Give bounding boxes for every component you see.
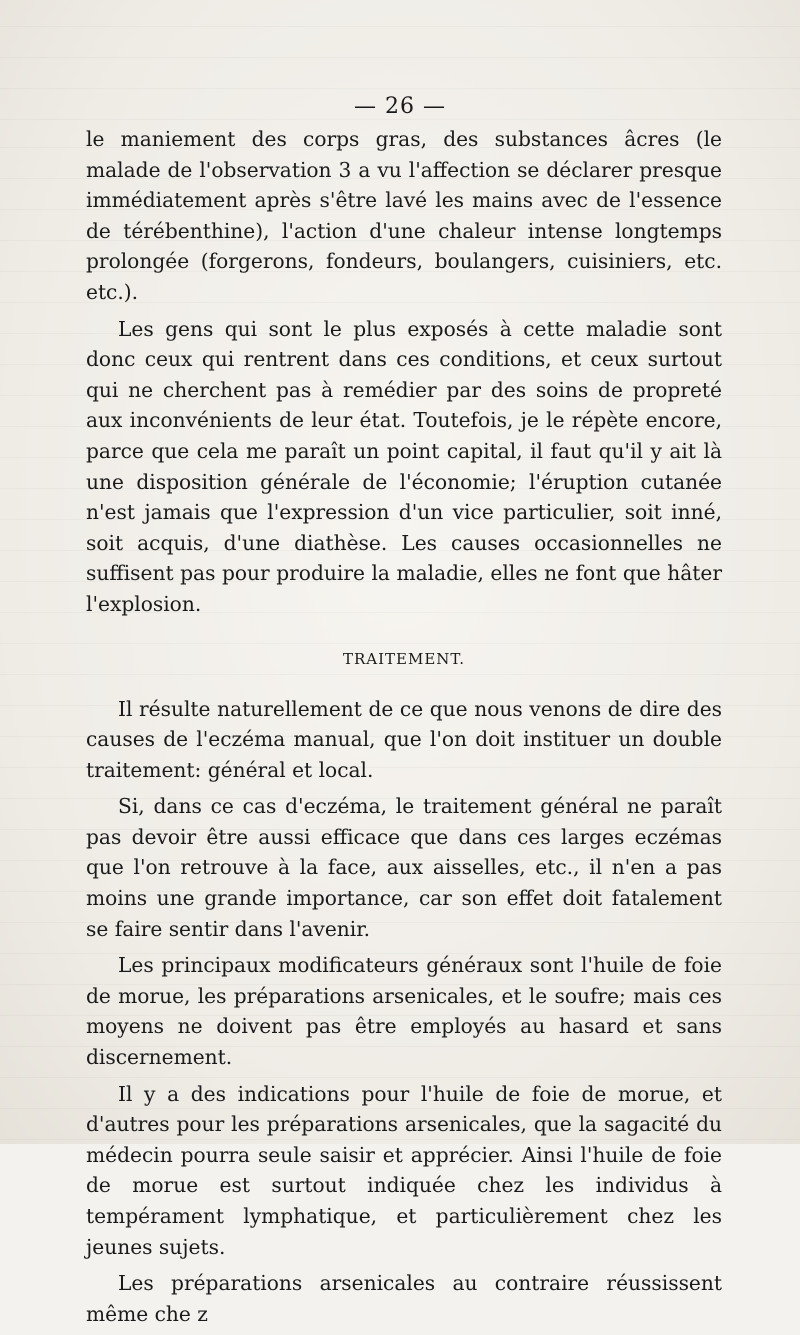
paragraph: Les gens qui sont le plus exposés à cette maladie sont donc ceux qui rentrent dans ces conditions, et ceux surtout qui ne cherchent pas à remédier par des soins de propreté aux inconvénients de leur état. Toutefois, je le répète encore, parce que cela me paraît un point capital, il faut qu'il y ait là une disposition générale de l'économie; l'éruption cutanée n'est jamais que l'expression d'un vice particulier, soit inné, soit acquis, d'une diathèse. Les causes occasionnelles ne suffisent pas pour produire la maladie, elles ne font que hâter l'explosion. xyxy=(86,316,722,616)
paragraph: Les principaux modificateurs généraux sont l'huile de foie de morue, les préparations arsenicales, et le soufre; mais ces moyens ne doivent pas être employés au hasard et sans discernement. xyxy=(86,953,722,1070)
page-number: — 26 — xyxy=(354,94,446,119)
paragraph: Il résulte naturellement de ce que nous venons de dire des causes de l'eczéma manual, que l'on doit instituer un double traitement: général et local. xyxy=(86,696,722,782)
paragraph-continued: le maniement des corps gras, des substances âcres (le malade de l'observation 3 a vu l'affection se déclarer presque immédiatement après s'être lavé les mains avec de l'essence de térébenthine), l'action d'une chaleur intense longtemps prolongée (forgerons, fondeurs, boulangers, cuisiniers, etc. etc.). xyxy=(86,127,722,304)
paragraph: Si, dans ce cas d'eczéma, le traitement général ne paraît pas devoir être aussi efficace que dans ces larges eczémas que l'on retrouve à la face, aux aisselles, etc., il n'en a pas moins une grande importance, car son effet doit fatalement se faire sentir dans l'avenir. xyxy=(86,794,722,941)
page-body xyxy=(86,124,722,1335)
paragraph: Il y a des indications pour l'huile de foie de morue, et d'autres pour les préparations arsenicales, que la sagacité du médecin pourra seule saisir et apprécier. Ainsi l'huile de foie de morue est surtout indiquée chez les individus à tempérament lymphatique, et particulièrement chez les jeunes sujets. xyxy=(86,1081,722,1259)
section-title: TRAITEMENT. xyxy=(342,649,465,668)
paragraph: Les préparations arsenicales au contraire réussissent même che z xyxy=(86,1271,722,1326)
